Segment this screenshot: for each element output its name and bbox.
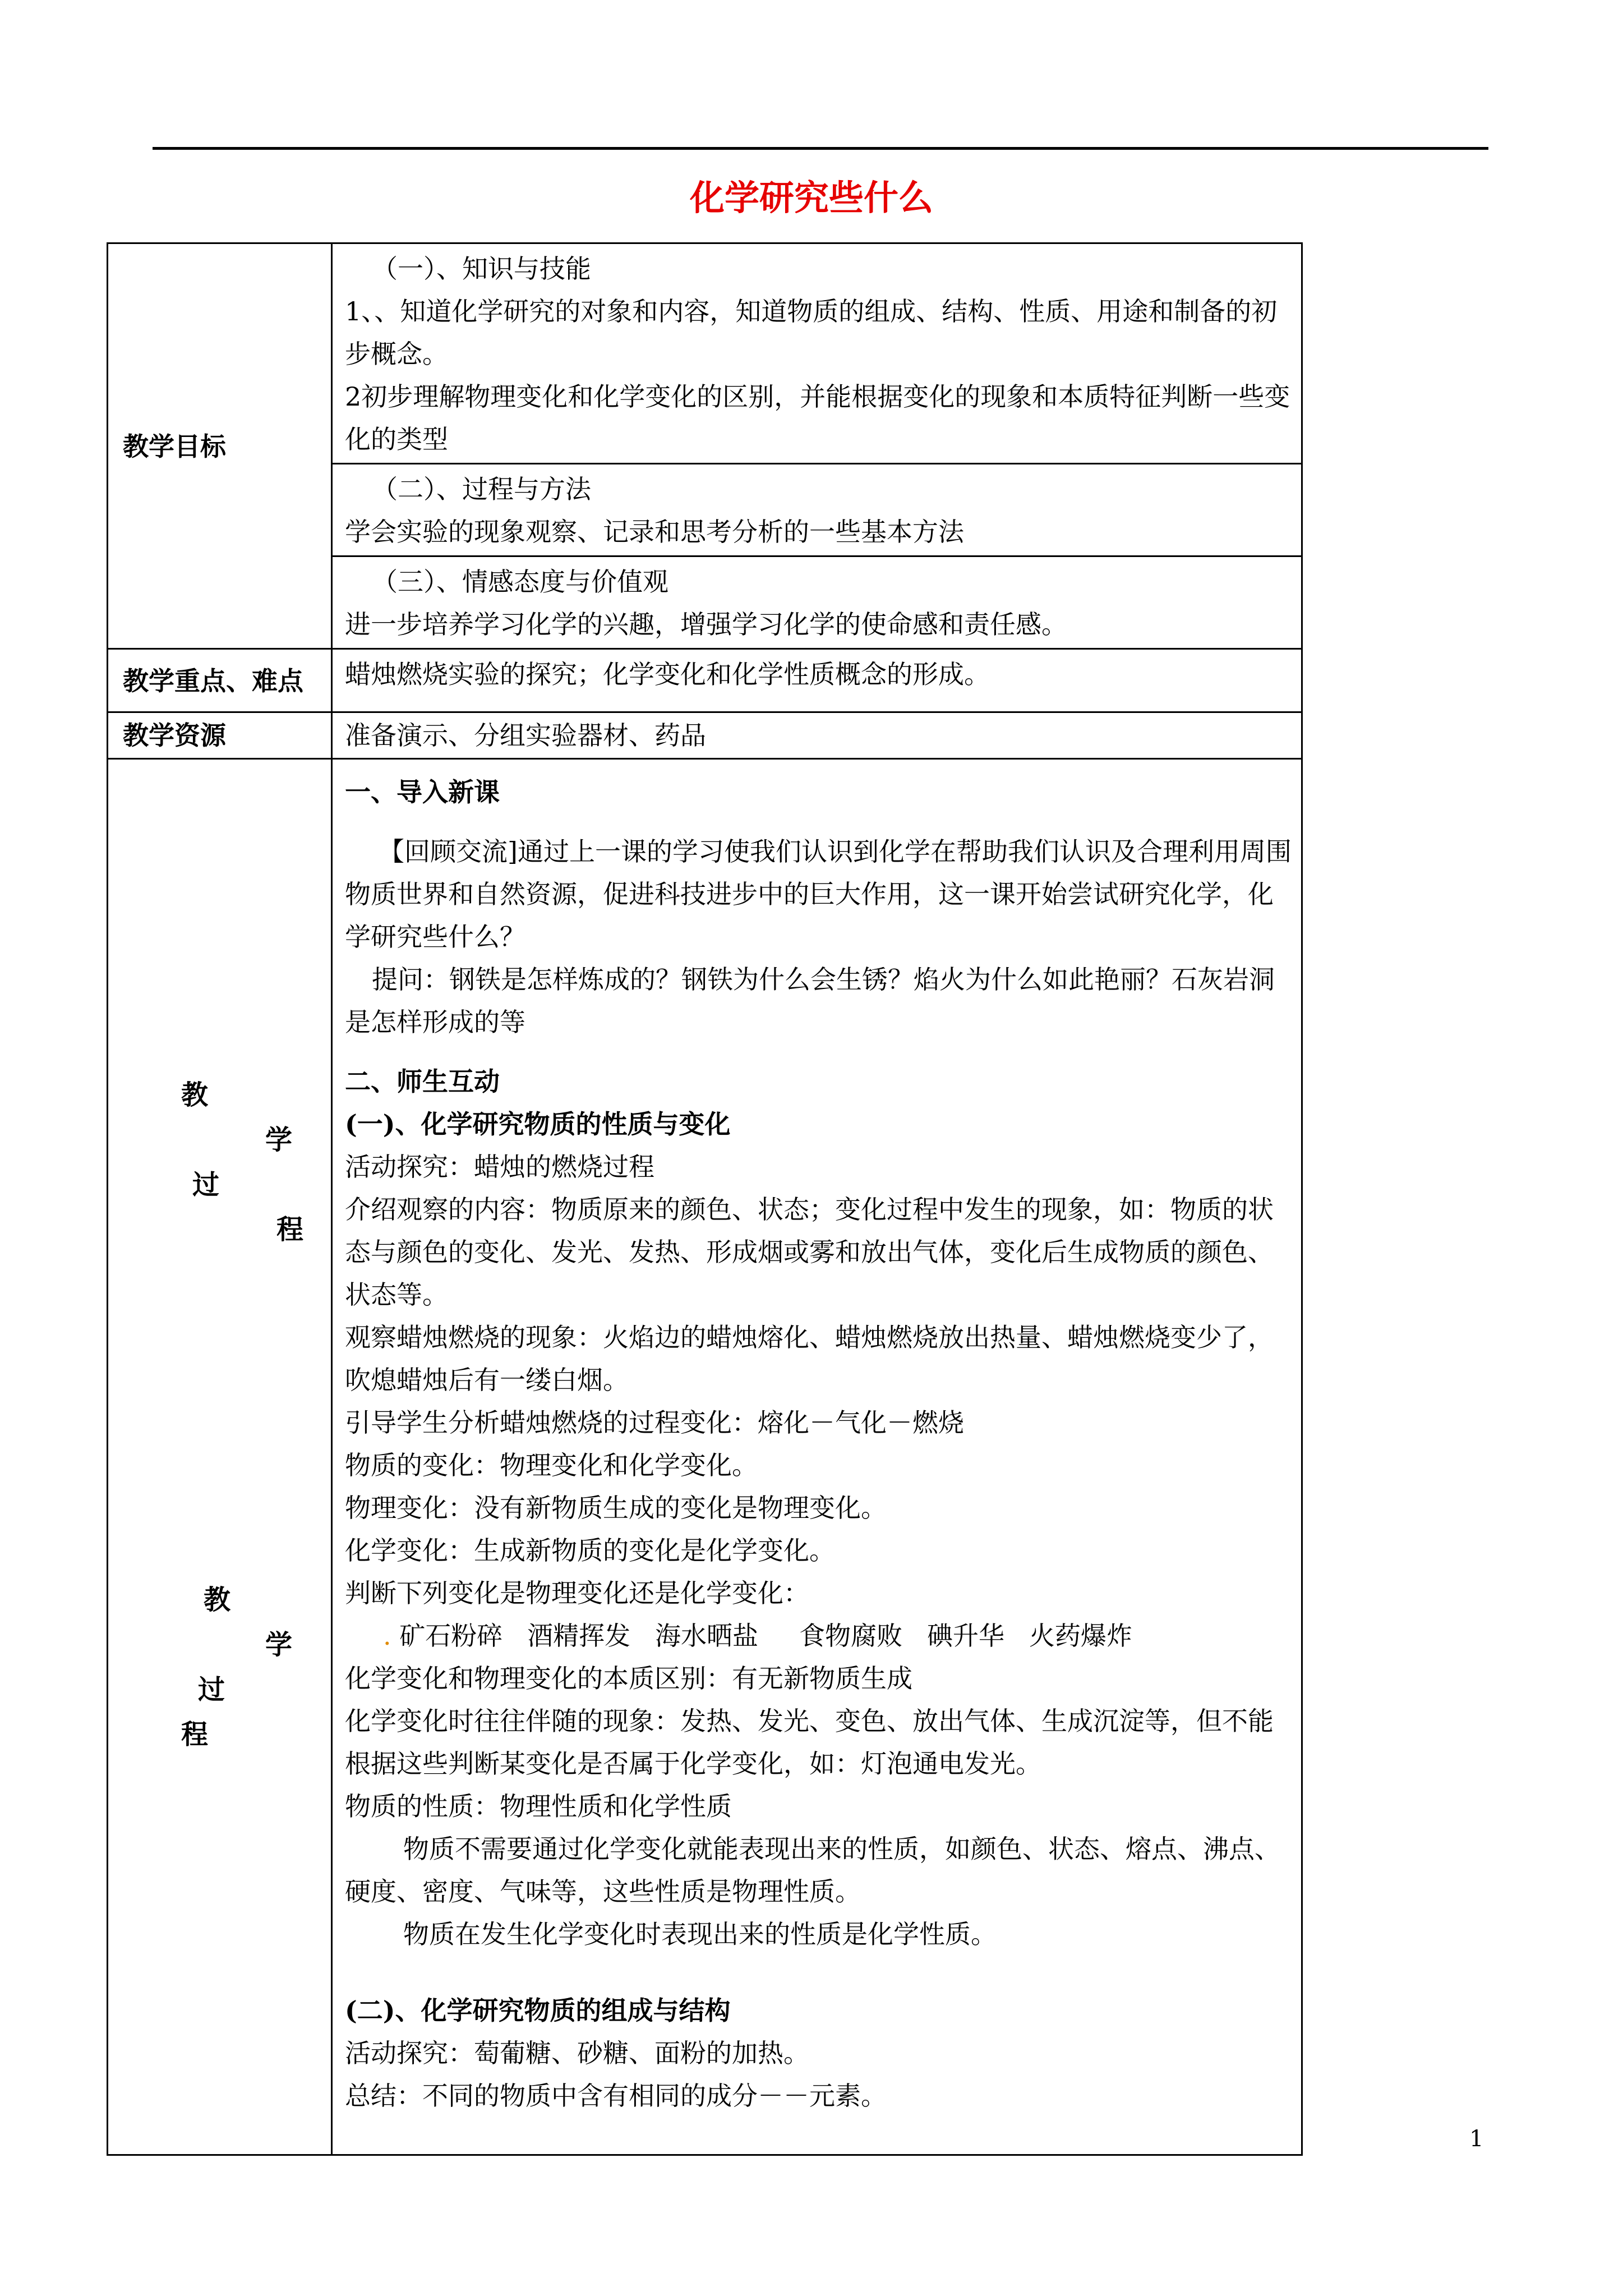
goals-attitude-cell — [332, 556, 1302, 649]
lesson-plan-table — [107, 242, 1303, 2156]
goals-knowledge-heading: （一）、知识与技能 — [372, 254, 591, 284]
part1-essence-line: 化学变化和物理变化的本质区别：有无新物质生成 — [345, 1663, 912, 1694]
part1-heading: (一)、化学研究物质的性质与变化 — [345, 1109, 731, 1139]
process-label-char-2: 学 — [265, 1124, 293, 1156]
key-points-cell — [332, 649, 1302, 712]
part1-properties-line: 物质的性质：物理性质和化学性质 — [345, 1791, 732, 1821]
process-label-char-1: 教 — [181, 1079, 209, 1111]
process-label-char-3: 过 — [192, 1169, 220, 1200]
part1-line-4: 引导学生分析蜡烛燃烧的过程变化：熔化－气化－燃烧 — [345, 1407, 964, 1438]
goals-knowledge-cell — [332, 243, 1302, 464]
part1-line-5: 物质的变化：物理变化和化学变化。 — [345, 1450, 758, 1480]
physical-property-paragraph: 物质不需要通过化学变化就能表现出来的性质，如颜色、状态、熔点、沸点、硬度、密度、气味等，这些性质是物理性质。 — [345, 1834, 1280, 1907]
key-points-label: 教学重点、难点 — [108, 649, 332, 712]
goals-knowledge-point-1: 1、、知道化学研究的对象和内容，知道物质的组成、结构、性质、用途和制备的初步概念。 — [345, 296, 1278, 369]
resources-text: 准备演示、分组实验器材、药品 — [345, 720, 706, 751]
goals-row-knowledge — [108, 243, 1302, 464]
goals-attitude-point: 进一步培养学习化学的兴趣，增强学习化学的使命感和责任感。 — [345, 609, 1067, 639]
page-number: 1 — [1469, 2126, 1484, 2152]
examples-dot: . — [383, 1621, 391, 1651]
goals-process-point: 学会实验的现象观察、记录和思考分析的一些基本方法 — [345, 517, 964, 547]
process-content-cell — [332, 759, 1302, 2155]
part1-line-2: 介绍观察的内容：物质原来的颜色、状态；变化过程中发生的现象，如：物质的状态与颜色的变化、发光、发热、形成烟或雾和放出气体，变化后生成物质的颜色、状态等。 — [345, 1194, 1274, 1310]
process-label-char-8: 程 — [181, 1719, 209, 1750]
document-title: 化学研究些什么 — [689, 177, 933, 218]
key-points-text: 蜡烛燃烧实验的探究；化学变化和化学性质概念的形成。 — [345, 659, 990, 689]
goals-attitude-heading: （三）、情感态度与价值观 — [372, 567, 668, 597]
part1-line-8: 判断下列变化是物理变化还是化学变化： — [345, 1578, 809, 1608]
part1-phenomena-line: 化学变化时往往伴随的现象：发热、发光、变色、放出气体、生成沉淀等，但不能根据这些判断某变化是否属于化学变化，如：灯泡通电发光。 — [345, 1706, 1274, 1779]
goals-label: 教学目标 — [108, 243, 332, 649]
part1-line-7: 化学变化：生成新物质的变化是化学变化。 — [345, 1535, 835, 1566]
interaction-heading: 二、师生互动 — [345, 1066, 500, 1097]
resources-cell — [332, 712, 1302, 759]
examples-line — [345, 1614, 1293, 1657]
part2-line-1: 活动探究：萄葡糖、砂糖、面粉的加热。 — [345, 2038, 809, 2068]
goals-knowledge-point-2: 2初步理解物理变化和化学变化的区别，并能根据变化的现象和本质特征判断一些变化的类型 — [345, 381, 1290, 454]
part1-line-1: 活动探究：蜡烛的燃烧过程 — [345, 1152, 654, 1182]
resources-row — [108, 712, 1302, 759]
intro-question-paragraph: 提问：钢铁是怎样炼成的？钢铁为什么会生锈？焰火为什么如此艳丽？石灰岩洞是怎样形成的等 — [345, 964, 1275, 1037]
goals-process-cell — [332, 464, 1302, 556]
process-label-char-6: 学 — [265, 1629, 293, 1660]
process-label-char-5: 教 — [204, 1584, 231, 1616]
intro-review-paragraph: 【回顾交流]通过上一课的学习使我们认识到化学在帮助我们认识及合理利用周围物质世界和自然资源，促进科技进步中的巨大作用，这一课开始尝试研究化学，化学研究些什么？ — [345, 836, 1292, 952]
intro-heading: 一、导入新课 — [345, 777, 500, 807]
key-points-row — [108, 649, 1302, 712]
goals-process-heading: （二）、过程与方法 — [372, 474, 591, 504]
process-label-char-7: 过 — [198, 1674, 225, 1705]
part1-line-6: 物理变化：没有新物质生成的变化是物理变化。 — [345, 1493, 887, 1523]
chemical-property-paragraph: 物质在发生化学变化时表现出来的性质是化学性质。 — [403, 1919, 997, 1949]
process-row — [108, 759, 1302, 2155]
part2-line-2: 总结：不同的物质中含有相同的成分－－元素。 — [345, 2081, 887, 2111]
header-rule — [153, 147, 1488, 150]
part1-line-3: 观察蜡烛燃烧的现象：火焰边的蜡烛熔化、蜡烛燃烧放出热量、蜡烛燃烧变少了，吹熄蜡烛后有一缕白烟。 — [345, 1322, 1274, 1395]
part2-heading: (二)、化学研究物质的组成与结构 — [345, 1995, 731, 2026]
resources-label: 教学资源 — [108, 712, 332, 759]
process-label-cell — [108, 759, 332, 2155]
process-label-char-4: 程 — [276, 1214, 304, 1245]
examples-text: 矿石粉碎 酒精挥发 海水晒盐 食物腐败 碘升华 火药爆炸 — [399, 1621, 1132, 1651]
